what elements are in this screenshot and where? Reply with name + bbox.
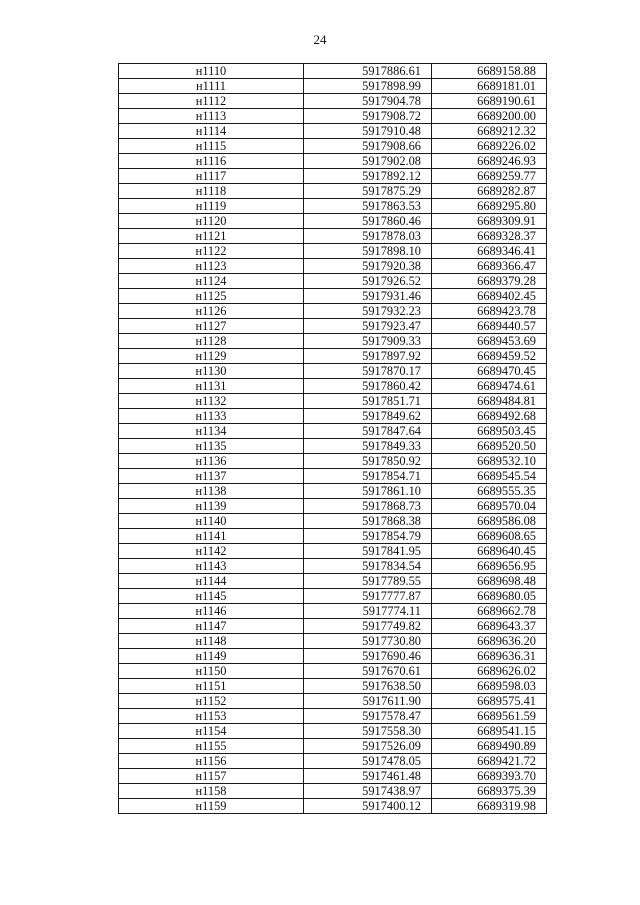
y-coordinate-cell: 6689190.61	[432, 94, 547, 109]
y-coordinate-cell: 6689212.32	[432, 124, 547, 139]
x-coordinate-cell: 5917526.09	[304, 739, 432, 754]
y-coordinate-cell: 6689309.91	[432, 214, 547, 229]
table-row	[119, 424, 547, 439]
x-coordinate-cell: 5917902.08	[304, 154, 432, 169]
x-coordinate-cell: 5917908.72	[304, 109, 432, 124]
table-row	[119, 214, 547, 229]
y-coordinate-cell: 6689608.65	[432, 529, 547, 544]
table-row	[119, 259, 547, 274]
x-coordinate-cell: 5917926.52	[304, 274, 432, 289]
x-coordinate-cell: 5917774.11	[304, 604, 432, 619]
point-id-cell: н1158	[119, 784, 304, 799]
table-row	[119, 274, 547, 289]
coordinates-table-body	[119, 64, 547, 814]
table-row	[119, 484, 547, 499]
x-coordinate-cell: 5917868.38	[304, 514, 432, 529]
table-row	[119, 109, 547, 124]
x-coordinate-cell: 5917868.73	[304, 499, 432, 514]
point-id-cell: н1139	[119, 499, 304, 514]
point-id-cell: н1131	[119, 379, 304, 394]
y-coordinate-cell: 6689532.10	[432, 454, 547, 469]
point-id-cell: н1112	[119, 94, 304, 109]
point-id-cell: н1132	[119, 394, 304, 409]
y-coordinate-cell: 6689423.78	[432, 304, 547, 319]
table-row	[119, 784, 547, 799]
table-row	[119, 544, 547, 559]
y-coordinate-cell: 6689459.52	[432, 349, 547, 364]
x-coordinate-cell: 5917400.12	[304, 799, 432, 814]
x-coordinate-cell: 5917863.53	[304, 199, 432, 214]
y-coordinate-cell: 6689474.61	[432, 379, 547, 394]
point-id-cell: н1157	[119, 769, 304, 784]
point-id-cell: н1152	[119, 694, 304, 709]
point-id-cell: н1128	[119, 334, 304, 349]
x-coordinate-cell: 5917670.61	[304, 664, 432, 679]
y-coordinate-cell: 6689421.72	[432, 754, 547, 769]
y-coordinate-cell: 6689226.02	[432, 139, 547, 154]
x-coordinate-cell: 5917861.10	[304, 484, 432, 499]
y-coordinate-cell: 6689158.88	[432, 64, 547, 79]
point-id-cell: н1144	[119, 574, 304, 589]
x-coordinate-cell: 5917920.38	[304, 259, 432, 274]
table-row	[119, 244, 547, 259]
point-id-cell: н1151	[119, 679, 304, 694]
y-coordinate-cell: 6689246.93	[432, 154, 547, 169]
y-coordinate-cell: 6689586.08	[432, 514, 547, 529]
table-row	[119, 649, 547, 664]
point-id-cell: н1142	[119, 544, 304, 559]
table-row	[119, 679, 547, 694]
point-id-cell: н1155	[119, 739, 304, 754]
x-coordinate-cell: 5917611.90	[304, 694, 432, 709]
y-coordinate-cell: 6689259.77	[432, 169, 547, 184]
table-row	[119, 694, 547, 709]
table-row	[119, 574, 547, 589]
table-row	[119, 64, 547, 79]
x-coordinate-cell: 5917870.17	[304, 364, 432, 379]
point-id-cell: н1110	[119, 64, 304, 79]
y-coordinate-cell: 6689680.05	[432, 589, 547, 604]
table-row	[119, 79, 547, 94]
point-id-cell: н1123	[119, 259, 304, 274]
y-coordinate-cell: 6689492.68	[432, 409, 547, 424]
point-id-cell: н1129	[119, 349, 304, 364]
x-coordinate-cell: 5917886.61	[304, 64, 432, 79]
table-row	[119, 364, 547, 379]
point-id-cell: н1147	[119, 619, 304, 634]
point-id-cell: н1122	[119, 244, 304, 259]
y-coordinate-cell: 6689575.41	[432, 694, 547, 709]
y-coordinate-cell: 6689440.57	[432, 319, 547, 334]
point-id-cell: н1115	[119, 139, 304, 154]
point-id-cell: н1145	[119, 589, 304, 604]
point-id-cell: н1111	[119, 79, 304, 94]
x-coordinate-cell: 5917910.48	[304, 124, 432, 139]
y-coordinate-cell: 6689366.47	[432, 259, 547, 274]
point-id-cell: н1159	[119, 799, 304, 814]
x-coordinate-cell: 5917860.46	[304, 214, 432, 229]
x-coordinate-cell: 5917932.23	[304, 304, 432, 319]
table-row	[119, 379, 547, 394]
y-coordinate-cell: 6689656.95	[432, 559, 547, 574]
x-coordinate-cell: 5917897.92	[304, 349, 432, 364]
table-row	[119, 304, 547, 319]
x-coordinate-cell: 5917854.79	[304, 529, 432, 544]
table-row	[119, 229, 547, 244]
point-id-cell: н1138	[119, 484, 304, 499]
table-row	[119, 799, 547, 814]
table-row	[119, 634, 547, 649]
table-row	[119, 199, 547, 214]
table-row	[119, 154, 547, 169]
y-coordinate-cell: 6689570.04	[432, 499, 547, 514]
y-coordinate-cell: 6689662.78	[432, 604, 547, 619]
point-id-cell: н1136	[119, 454, 304, 469]
table-row	[119, 409, 547, 424]
point-id-cell: н1126	[119, 304, 304, 319]
table-row	[119, 94, 547, 109]
table-row	[119, 559, 547, 574]
table-row	[119, 619, 547, 634]
table-row	[119, 499, 547, 514]
x-coordinate-cell: 5917638.50	[304, 679, 432, 694]
y-coordinate-cell: 6689453.69	[432, 334, 547, 349]
y-coordinate-cell: 6689379.28	[432, 274, 547, 289]
point-id-cell: н1124	[119, 274, 304, 289]
table-row	[119, 724, 547, 739]
point-id-cell: н1135	[119, 439, 304, 454]
x-coordinate-cell: 5917850.92	[304, 454, 432, 469]
x-coordinate-cell: 5917860.42	[304, 379, 432, 394]
point-id-cell: н1133	[119, 409, 304, 424]
y-coordinate-cell: 6689555.35	[432, 484, 547, 499]
point-id-cell: н1130	[119, 364, 304, 379]
y-coordinate-cell: 6689643.37	[432, 619, 547, 634]
table-row	[119, 289, 547, 304]
table-row	[119, 664, 547, 679]
y-coordinate-cell: 6689282.87	[432, 184, 547, 199]
x-coordinate-cell: 5917847.64	[304, 424, 432, 439]
table-row	[119, 139, 547, 154]
table-row	[119, 589, 547, 604]
point-id-cell: н1140	[119, 514, 304, 529]
x-coordinate-cell: 5917878.03	[304, 229, 432, 244]
x-coordinate-cell: 5917461.48	[304, 769, 432, 784]
table-row	[119, 169, 547, 184]
x-coordinate-cell: 5917908.66	[304, 139, 432, 154]
y-coordinate-cell: 6689541.15	[432, 724, 547, 739]
x-coordinate-cell: 5917749.82	[304, 619, 432, 634]
x-coordinate-cell: 5917690.46	[304, 649, 432, 664]
point-id-cell: н1125	[119, 289, 304, 304]
point-id-cell: н1119	[119, 199, 304, 214]
table-row	[119, 349, 547, 364]
point-id-cell: н1134	[119, 424, 304, 439]
point-id-cell: н1114	[119, 124, 304, 139]
x-coordinate-cell: 5917834.54	[304, 559, 432, 574]
table-row	[119, 514, 547, 529]
point-id-cell: н1156	[119, 754, 304, 769]
table-row	[119, 709, 547, 724]
table-row	[119, 184, 547, 199]
x-coordinate-cell: 5917923.47	[304, 319, 432, 334]
x-coordinate-cell: 5917789.55	[304, 574, 432, 589]
y-coordinate-cell: 6689626.02	[432, 664, 547, 679]
point-id-cell: н1141	[119, 529, 304, 544]
x-coordinate-cell: 5917777.87	[304, 589, 432, 604]
point-id-cell: н1153	[119, 709, 304, 724]
y-coordinate-cell: 6689598.03	[432, 679, 547, 694]
table-row	[119, 454, 547, 469]
point-id-cell: н1118	[119, 184, 304, 199]
table-row	[119, 769, 547, 784]
y-coordinate-cell: 6689375.39	[432, 784, 547, 799]
table-row	[119, 529, 547, 544]
y-coordinate-cell: 6689503.45	[432, 424, 547, 439]
x-coordinate-cell: 5917849.33	[304, 439, 432, 454]
y-coordinate-cell: 6689181.01	[432, 79, 547, 94]
point-id-cell: н1149	[119, 649, 304, 664]
y-coordinate-cell: 6689636.31	[432, 649, 547, 664]
y-coordinate-cell: 6689636.20	[432, 634, 547, 649]
y-coordinate-cell: 6689484.81	[432, 394, 547, 409]
table-row	[119, 604, 547, 619]
x-coordinate-cell: 5917851.71	[304, 394, 432, 409]
y-coordinate-cell: 6689200.00	[432, 109, 547, 124]
x-coordinate-cell: 5917730.80	[304, 634, 432, 649]
x-coordinate-cell: 5917898.10	[304, 244, 432, 259]
y-coordinate-cell: 6689490.89	[432, 739, 547, 754]
x-coordinate-cell: 5917892.12	[304, 169, 432, 184]
table-row	[119, 124, 547, 139]
x-coordinate-cell: 5917931.46	[304, 289, 432, 304]
y-coordinate-cell: 6689640.45	[432, 544, 547, 559]
y-coordinate-cell: 6689328.37	[432, 229, 547, 244]
y-coordinate-cell: 6689319.98	[432, 799, 547, 814]
y-coordinate-cell: 6689561.59	[432, 709, 547, 724]
x-coordinate-cell: 5917478.05	[304, 754, 432, 769]
y-coordinate-cell: 6689346.41	[432, 244, 547, 259]
table-row	[119, 739, 547, 754]
table-row	[119, 319, 547, 334]
table-row	[119, 754, 547, 769]
y-coordinate-cell: 6689470.45	[432, 364, 547, 379]
x-coordinate-cell: 5917898.99	[304, 79, 432, 94]
point-id-cell: н1146	[119, 604, 304, 619]
point-id-cell: н1154	[119, 724, 304, 739]
point-id-cell: н1120	[119, 214, 304, 229]
page-number: 24	[313, 32, 327, 47]
x-coordinate-cell: 5917578.47	[304, 709, 432, 724]
x-coordinate-cell: 5917875.29	[304, 184, 432, 199]
point-id-cell: н1121	[119, 229, 304, 244]
x-coordinate-cell: 5917854.71	[304, 469, 432, 484]
table-row	[119, 469, 547, 484]
y-coordinate-cell: 6689295.80	[432, 199, 547, 214]
x-coordinate-cell: 5917849.62	[304, 409, 432, 424]
point-id-cell: н1148	[119, 634, 304, 649]
y-coordinate-cell: 6689545.54	[432, 469, 547, 484]
point-id-cell: н1116	[119, 154, 304, 169]
point-id-cell: н1150	[119, 664, 304, 679]
point-id-cell: н1117	[119, 169, 304, 184]
x-coordinate-cell: 5917904.78	[304, 94, 432, 109]
point-id-cell: н1127	[119, 319, 304, 334]
table-row	[119, 334, 547, 349]
x-coordinate-cell: 5917909.33	[304, 334, 432, 349]
table-row	[119, 394, 547, 409]
x-coordinate-cell: 5917841.95	[304, 544, 432, 559]
point-id-cell: н1137	[119, 469, 304, 484]
x-coordinate-cell: 5917438.97	[304, 784, 432, 799]
y-coordinate-cell: 6689698.48	[432, 574, 547, 589]
y-coordinate-cell: 6689393.70	[432, 769, 547, 784]
coordinates-table	[118, 63, 547, 814]
point-id-cell: н1143	[119, 559, 304, 574]
point-id-cell: н1113	[119, 109, 304, 124]
x-coordinate-cell: 5917558.30	[304, 724, 432, 739]
y-coordinate-cell: 6689520.50	[432, 439, 547, 454]
y-coordinate-cell: 6689402.45	[432, 289, 547, 304]
table-row	[119, 439, 547, 454]
